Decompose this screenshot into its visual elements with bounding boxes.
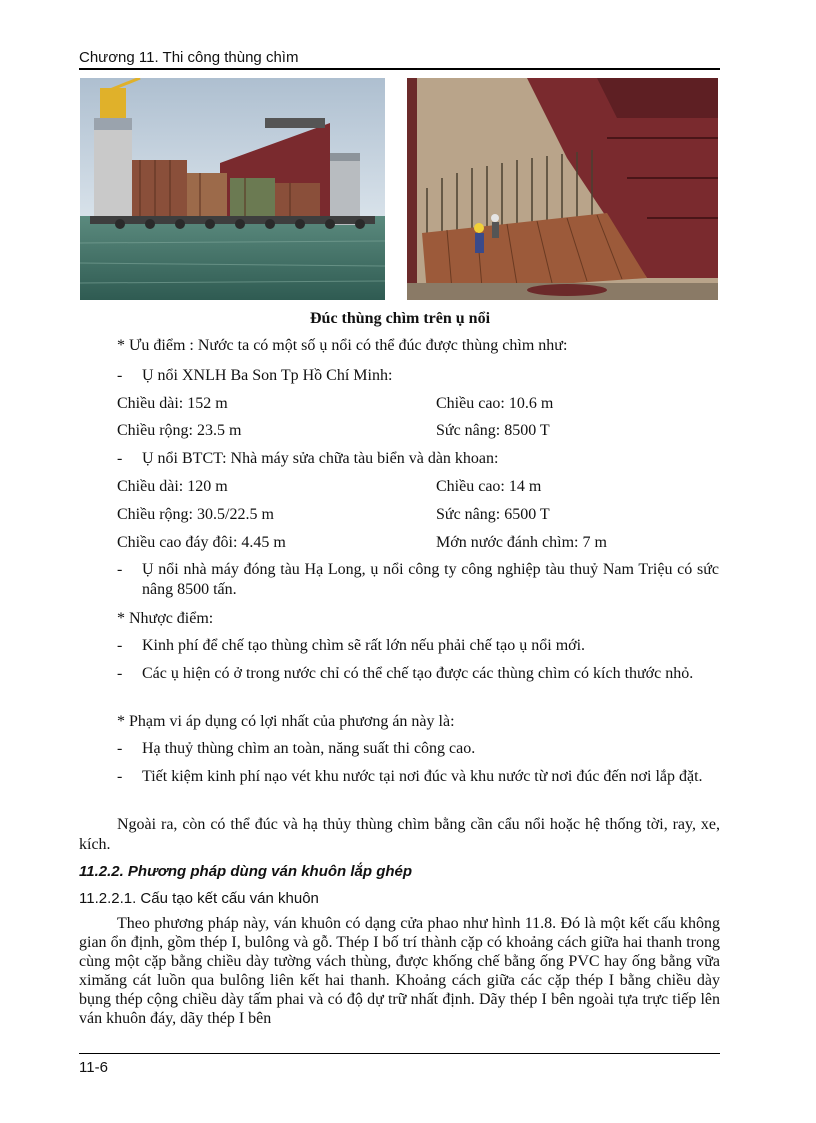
list-dash: - <box>117 637 123 654</box>
subsection-heading: 11.2.2.1. Cấu tạo kết cấu ván khuôn <box>79 890 319 907</box>
section-heading: 11.2.2. Phương pháp dùng ván khuôn lắp ghép <box>79 863 413 880</box>
figure-caption: Đúc thùng chìm trên ụ nổi <box>309 310 491 327</box>
list-dash: - <box>117 367 123 384</box>
disadvantages-intro: * Nhược điểm: <box>117 610 214 627</box>
footer-rule <box>79 1053 720 1054</box>
chapter-header: Chương 11. Thi công thùng chìm <box>79 49 299 66</box>
dock2-width: Chiều rộng: 30.5/22.5 m <box>117 506 274 523</box>
advantages-intro: * Ưu điểm : Nước ta có một số ụ nổi có thể đúc được thùng chìm như: <box>117 337 568 354</box>
dock1-width: Chiều rộng: 23.5 m <box>117 422 242 439</box>
dock1-title: Ụ nổi XNLH Ba Son Tp Hồ Chí Minh: <box>142 367 393 384</box>
subsection-body: Theo phương pháp này, ván khuôn có dạng cửa phao như hình 11.8. Đó là một kết cấu không gian ổn định, gồm thép I, bulông và gỗ. Thép I bố trí thành cặp có khoảng cách giữa hai thanh trong cùng một cặp bằng chiều dày tường vách thùng, được khống chế bằng ống PVC hay ống bằng vữa ximăng cát luồn qua bulông liên kết hai thanh. Khoảng cách giữa các cặp thép I bằng chiều dày bụng thép cộng chiều dày tấm phai và có độ dự trữ nhất định. Dãy thép I bên ngoài tựa trực tiếp lên ván khuôn đáy, dãy thép I bên <box>79 915 720 1027</box>
dock2-double-bottom: Chiều cao đáy đôi: 4.45 m <box>117 534 286 551</box>
photo-floating-dock-at-sea <box>80 78 385 300</box>
dock1-height: Chiều cao: 10.6 m <box>436 395 554 412</box>
photo-formwork-on-dock <box>407 78 718 300</box>
dock1-length: Chiều dài: 152 m <box>117 395 228 412</box>
scope-intro: * Phạm vi áp dụng có lợi nhất của phương án này là: <box>117 713 455 730</box>
disadvantage-item: Kinh phí để chế tạo thùng chìm sẽ rất lớn nếu phải chế tạo ụ nổi mới. <box>142 637 586 654</box>
dock3-item: Ụ nổi nhà máy đóng tàu Hạ Long, ụ nổi công ty công nghiệp tàu thuỷ Nam Triệu có sức nâng 8500 tấn. <box>142 561 719 598</box>
scope-item: Tiết kiệm kinh phí nạo vét khu nước tại nơi đúc và khu nước từ nơi đúc đến nơi lắp đặt. <box>142 768 703 785</box>
dock2-capacity: Sức nâng: 6500 T <box>436 506 550 523</box>
list-dash: - <box>117 768 123 785</box>
dock2-height: Chiều cao: 14 m <box>436 478 542 495</box>
dock2-length: Chiều dài: 120 m <box>117 478 228 495</box>
page-number: 11-6 <box>79 1059 108 1076</box>
list-dash: - <box>117 561 123 578</box>
scope-item: Hạ thuỷ thùng chìm an toàn, năng suất thi công cao. <box>142 740 476 757</box>
dock1-capacity: Sức nâng: 8500 T <box>436 422 550 439</box>
list-dash: - <box>117 740 123 757</box>
disadvantage-item: Các ụ hiện có ở trong nước chỉ có thể chế tạo được các thùng chìm có kích thước nhỏ. <box>142 665 694 682</box>
dock2-draft: Mớn nước đánh chìm: 7 m <box>436 534 607 551</box>
dock2-title: Ụ nổi BTCT: Nhà máy sửa chữa tàu biển và dàn khoan: <box>142 450 499 467</box>
list-dash: - <box>117 665 123 682</box>
list-dash: - <box>117 450 123 467</box>
header-rule <box>79 68 720 70</box>
conclusion-paragraph: Ngoài ra, còn có thể đúc và hạ thủy thùng chìm bằng cần cẩu nổi hoặc hệ thống tời, ray, xe, kích. <box>79 816 720 853</box>
